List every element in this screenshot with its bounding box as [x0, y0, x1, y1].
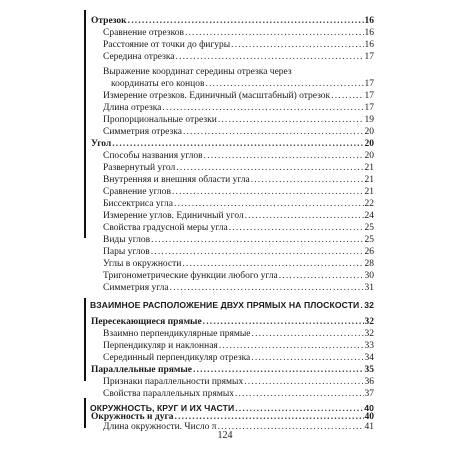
leader-dots — [176, 163, 363, 174]
toc-label: Середина отрезка — [103, 52, 175, 62]
toc-label: Отрезок — [91, 16, 127, 26]
toc-label: Длина окружности. Число π — [103, 422, 217, 432]
toc-page: 33 — [364, 341, 374, 351]
toc-entry[interactable] — [103, 235, 374, 246]
leader-dots — [360, 300, 363, 311]
leader-dots — [175, 412, 364, 423]
toc-entry[interactable] — [103, 115, 374, 126]
toc-label: Симметрия отрезка — [103, 127, 182, 137]
leader-dots — [162, 103, 363, 114]
toc-label: Симметрия угла — [103, 283, 169, 293]
leader-dots — [128, 16, 364, 27]
toc-label: Параллельные прямые — [91, 365, 192, 375]
toc-page: 25 — [364, 223, 374, 233]
toc-label: Свойства градусной меры угла — [103, 223, 228, 233]
toc-entry[interactable] — [103, 175, 374, 186]
section-bar — [84, 298, 86, 381]
leader-dots — [112, 139, 363, 150]
toc-entry[interactable] — [103, 211, 374, 222]
page-number: 124 — [217, 430, 233, 441]
leader-dots — [185, 28, 364, 39]
toc-label: Серединный перпендикуляр отрезка — [103, 353, 251, 363]
toc-label: ОКРУЖНОСТЬ, КРУГ И ИХ ЧАСТИ — [90, 403, 235, 413]
toc-label: Признаки параллельности прямых — [103, 377, 244, 387]
toc-label: координаты его концов — [111, 79, 205, 89]
leader-dots — [231, 40, 363, 51]
toc-entry[interactable] — [103, 247, 374, 258]
toc-page: 32 — [364, 329, 374, 339]
leader-dots — [151, 247, 364, 258]
toc-entry[interactable] — [103, 163, 374, 174]
toc-entry[interactable] — [103, 271, 374, 282]
toc-label: Пропорциональные отрезки — [103, 115, 217, 125]
toc-page: 28 — [364, 259, 374, 269]
toc-section[interactable] — [91, 365, 374, 376]
toc-page: 19 — [364, 115, 374, 125]
toc-label: Перпендикуляр и наклонная — [103, 341, 218, 351]
toc-page: 22 — [364, 199, 374, 209]
toc-entry[interactable] — [103, 389, 374, 400]
toc-label: Пересекающиеся прямые — [91, 317, 202, 327]
toc-entry[interactable] — [103, 67, 374, 78]
leader-dots — [203, 317, 364, 328]
toc-page: 17 — [364, 52, 374, 62]
toc-section[interactable] — [91, 412, 374, 423]
toc-page: 21 — [364, 187, 374, 197]
toc-section[interactable] — [91, 139, 374, 150]
toc-entry[interactable] — [103, 329, 374, 340]
toc-label: Биссектриса угла — [103, 199, 173, 209]
toc-page: 17 — [364, 79, 374, 89]
toc-page: 36 — [364, 377, 374, 387]
toc-entry[interactable] — [103, 187, 374, 198]
section-bar — [84, 398, 86, 428]
toc-page: 31 — [364, 283, 374, 293]
toc-entry[interactable] — [103, 283, 374, 294]
leader-dots — [251, 175, 364, 186]
toc-label: Сравнение отрезков — [103, 28, 184, 38]
toc-entry[interactable] — [103, 103, 374, 114]
toc-page: 20 — [364, 151, 374, 161]
leader-dots — [174, 199, 364, 210]
toc-page: 20 — [364, 127, 374, 137]
leader-dots — [235, 389, 364, 400]
leader-dots — [182, 259, 363, 270]
toc-label: Выражение координат середины отрезка через — [103, 67, 292, 77]
toc-label: Длина отрезка — [103, 103, 162, 113]
toc-entry[interactable] — [103, 341, 374, 352]
toc-entry[interactable] — [103, 377, 374, 388]
toc-entry[interactable] — [103, 40, 374, 51]
leader-dots — [170, 283, 364, 294]
toc-label: Тригонометрические функции любого угла — [103, 271, 278, 281]
toc-page: 16 — [364, 40, 374, 50]
toc-page: 32 — [364, 300, 374, 310]
leader-dots — [172, 187, 364, 198]
toc-label: Виды углов — [103, 235, 151, 245]
toc-entry[interactable] — [103, 199, 374, 210]
toc-entry[interactable] — [103, 127, 374, 138]
toc-entry[interactable] — [103, 259, 374, 270]
toc-page: 20 — [364, 139, 374, 149]
toc-chapter[interactable] — [90, 300, 374, 311]
leader-dots — [229, 223, 364, 234]
toc-entry[interactable] — [103, 223, 374, 234]
leader-dots — [218, 115, 364, 126]
toc-label: Внутренняя и внешняя области угла — [103, 175, 250, 185]
leader-dots — [193, 365, 364, 376]
toc-page: 41 — [364, 422, 374, 432]
toc-page: 21 — [364, 163, 374, 173]
leader-dots — [331, 91, 363, 102]
toc-label: Пары углов — [103, 247, 150, 257]
toc-entry[interactable] — [103, 353, 374, 364]
toc-label: Окружность и дуга — [91, 412, 174, 422]
leader-dots — [176, 52, 364, 63]
toc-page: 32 — [364, 317, 374, 327]
toc-page: 17 — [364, 91, 374, 101]
toc-label: Угол — [91, 139, 112, 149]
toc-entry-continuation[interactable] — [111, 79, 374, 90]
toc-section[interactable] — [91, 317, 374, 328]
toc-page: 21 — [364, 175, 374, 185]
toc-label: Способы названия углов — [103, 151, 203, 161]
toc-label: Развернутый угол — [103, 163, 176, 173]
toc-label: Взаимно перпендикулярные прямые — [103, 329, 251, 339]
section-bar — [84, 10, 86, 238]
leader-dots — [245, 211, 364, 222]
toc-entry[interactable] — [103, 151, 374, 162]
toc-entry[interactable] — [103, 91, 374, 102]
toc-entry[interactable] — [103, 28, 374, 39]
leader-dots — [151, 235, 363, 246]
toc-page: 37 — [364, 389, 374, 399]
toc-page: 40 — [364, 403, 374, 413]
leader-dots — [205, 79, 363, 90]
leader-dots — [204, 151, 364, 162]
toc-page: 25 — [364, 235, 374, 245]
toc-page: 34 — [364, 353, 374, 363]
leader-dots — [251, 353, 363, 364]
toc-page: 30 — [364, 271, 374, 281]
toc-entry[interactable] — [103, 52, 374, 63]
toc-page: 16 — [364, 16, 374, 26]
toc-label: Расстояние от точки до фигуры — [103, 40, 231, 50]
leader-dots — [279, 271, 364, 282]
toc-page: 26 — [364, 247, 374, 257]
toc-label: ВЗАИМНОЕ РАСПОЛОЖЕНИЕ ДВУХ ПРЯМЫХ НА ПЛОСКОСТИ — [90, 300, 360, 310]
toc-label: Измерение отрезков. Единичный (масштабный) отрезок — [103, 91, 331, 101]
leader-dots — [183, 127, 364, 138]
toc-page: 16 — [364, 28, 374, 38]
toc-page: 40 — [364, 412, 374, 422]
toc-label: Свойства параллельных прямых — [103, 389, 234, 399]
leader-dots — [219, 341, 364, 352]
toc-page: 24 — [364, 211, 374, 221]
toc-label: Сравнение углов — [103, 187, 171, 197]
toc-page: 35 — [364, 365, 374, 375]
toc-label: Измерение углов. Единичный угол — [103, 211, 244, 221]
toc-section[interactable] — [91, 16, 374, 27]
toc-label: Углы в окружности — [103, 259, 182, 269]
leader-dots — [252, 329, 364, 340]
leader-dots — [244, 377, 363, 388]
toc-page: 17 — [364, 103, 374, 113]
